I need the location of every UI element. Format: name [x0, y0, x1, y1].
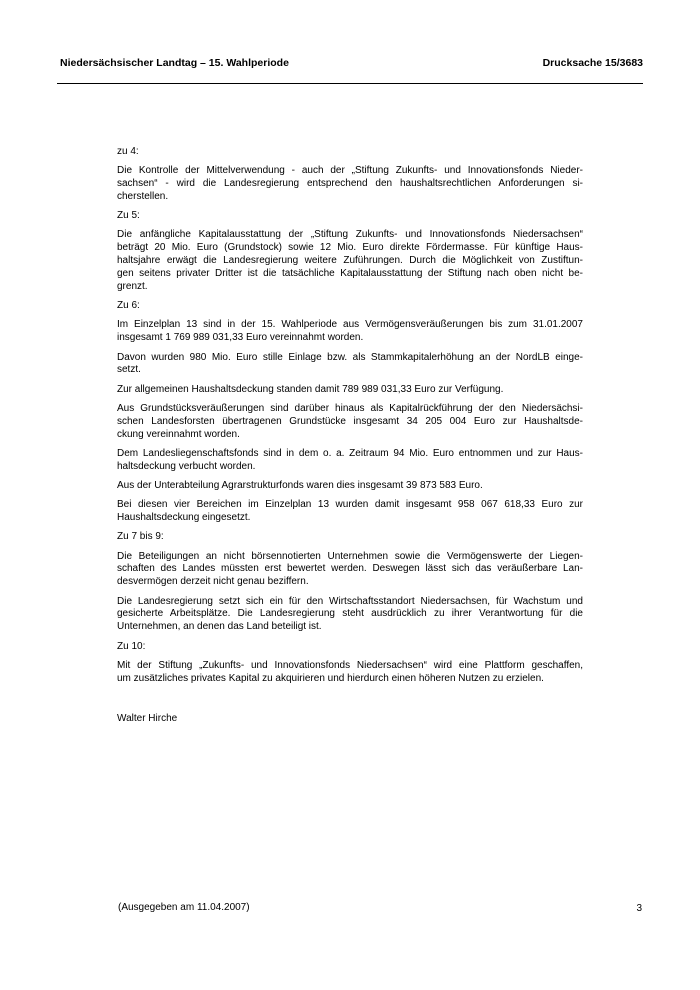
- paragraph: [117, 499, 583, 525]
- paragraph: [117, 448, 583, 474]
- text-line: Zu 6:: [117, 300, 140, 312]
- paragraph: [117, 165, 583, 204]
- paragraph: [117, 480, 583, 493]
- section-heading: [117, 641, 583, 654]
- text-line: Unternehmen, an denen das Land beteiligt ist.: [117, 621, 322, 633]
- text-line: schaften des Landes müssten erst bewertet werden. Deswegen lässt sich das veräußerbare Lan-: [117, 563, 583, 575]
- paragraph: [117, 352, 583, 378]
- document-number: Drucksache 15/3683: [542, 57, 643, 69]
- paragraph: [117, 551, 583, 590]
- text-line: ckung vereinnahmt worden.: [117, 428, 240, 440]
- text-line: Zur allgemeinen Haushaltsdeckung standen damit 789 989 031,33 Euro zur Verfügung.: [117, 383, 504, 395]
- header-divider: [57, 83, 643, 84]
- signature: Walter Hirche: [117, 712, 178, 724]
- text-line: Zu 7 bis 9:: [117, 531, 164, 543]
- text-line: insgesamt 1 769 989 031,33 Euro vereinnahmt worden.: [117, 332, 364, 344]
- section-heading: [117, 300, 583, 313]
- text-line: Mit der Stiftung „Zukunfts- und Innovationsfonds Niedersachsen“ wird eine Plattform geschaffen,: [117, 659, 583, 671]
- text-line: Zu 10:: [117, 640, 146, 652]
- text-line: Die anfängliche Kapitalausstattung der „Stiftung Zukunfts- und Innovationsfonds Niedersachsen“: [117, 229, 583, 241]
- issue-date-note: (Ausgegeben am 11.04.2007): [118, 902, 250, 913]
- text-line: Davon wurden 980 Mio. Euro stille Einlage bzw. als Stammkapitalerhöhung an der NordLB einge-: [117, 351, 583, 363]
- text-line: Die Landesregierung setzt sich ein für den Wirtschaftsstandort Niedersachsen, für Wachstum und: [117, 595, 583, 607]
- page-number: 3: [636, 903, 642, 914]
- paragraph: [117, 384, 583, 397]
- text-line: desvermögen derzeit nicht genau beziffern.: [117, 576, 309, 588]
- paragraph: [117, 319, 583, 345]
- text-line: Aus der Unterabteilung Agrarstrukturfonds waren dies insgesamt 39 873 583 Euro.: [117, 480, 483, 491]
- text-line: beträgt 20 Mio. Euro (Grundstock) sowie 12 Mio. Euro direkte Fördermasse. Für künftige Haus-: [117, 242, 583, 254]
- text-line: Zu 5:: [117, 210, 140, 222]
- document-header-title: Niedersächsischer Landtag – 15. Wahlperiode: [60, 57, 289, 69]
- document-body: [117, 146, 583, 725]
- text-line: Die Beteiligungen an nicht börsennotierten Unternehmen sowie die Vermögenswerte der Liegen-: [117, 550, 583, 562]
- text-line: Im Einzelplan 13 sind in der 15. Wahlperiode aus Vermögensveräußerungen bis zum 31.01.2007: [117, 319, 583, 331]
- text-line: haltsdeckung verbucht worden.: [117, 460, 256, 472]
- text-line: setzt.: [117, 364, 141, 376]
- paragraph: [117, 229, 583, 294]
- text-line: sachsen“ - wird die Landesregierung entsprechend den haushaltsrechtlichen Anforderungen si-: [117, 178, 583, 190]
- paragraph-list: [117, 146, 583, 686]
- text-line: Die Kontrolle der Mittelverwendung - auch der „Stiftung Zukunfts- und Innovationsfonds Nieder-: [117, 165, 583, 177]
- paragraph: [117, 660, 583, 686]
- paragraph: [117, 596, 583, 635]
- text-line: cherstellen.: [117, 191, 169, 203]
- text-line: schen Landesforsten übertragenen Grundstücke insgesamt 34 205 004 Euro zur Haushaltsde-: [117, 415, 583, 427]
- text-line: Haushaltsdeckung eingesetzt.: [117, 512, 251, 524]
- section-heading: [117, 531, 583, 544]
- text-line: gen seitens privater Dritter ist die tatsächliche Kapitalausstattung der Stiftung nach oben nicht be-: [117, 268, 583, 280]
- text-line: gesicherte Arbeitsplätze. Die Landesregierung steht ausdrücklich zu ihrer Verantwortung für die: [117, 608, 583, 620]
- section-heading: [117, 210, 583, 223]
- text-line: Dem Landesliegenschaftsfonds sind in dem o. a. Zeitraum 94 Mio. Euro entnommen und zur Haus-: [117, 447, 583, 459]
- text-line: Bei diesen vier Bereichen im Einzelplan 13 wurden damit insgesamt 958 067 618,33 Euro zur: [117, 499, 583, 511]
- text-line: grenzt.: [117, 281, 148, 293]
- paragraph: [117, 403, 583, 442]
- text-line: Aus Grundstücksveräußerungen sind darüber hinaus als Kapitalrückführung der den Niedersächsi-: [117, 402, 583, 414]
- section-heading: [117, 146, 583, 159]
- text-line: um zusätzliches privates Kapital zu akquirieren und hierdurch einen höheren Nutzen zu erzielen.: [117, 672, 544, 684]
- text-line: haltsjahre erwägt die Landesregierung weitere Zuführungen. Durch die Möglichkeit von Zustiftun-: [117, 255, 583, 267]
- text-line: zu 4:: [117, 146, 139, 157]
